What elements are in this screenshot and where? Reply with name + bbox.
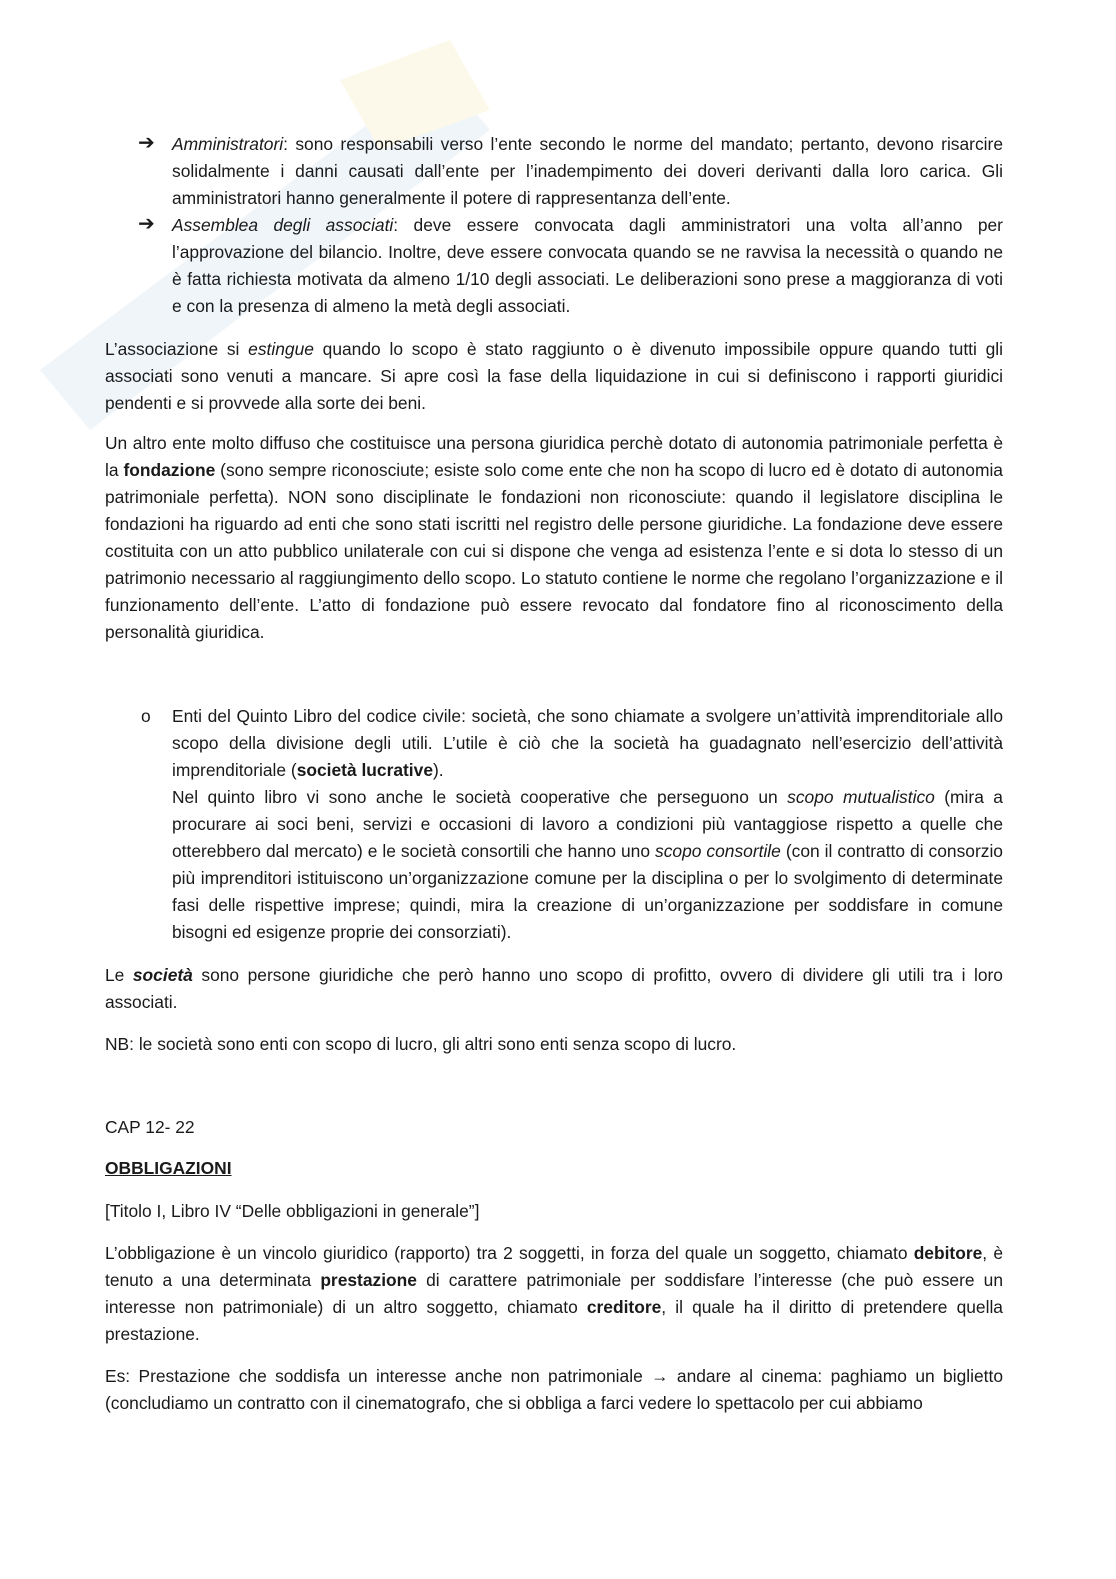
text-run: ). bbox=[433, 760, 444, 780]
text-run: Es: Prestazione che soddisfa un interesse anche non patrimoniale bbox=[105, 1366, 652, 1386]
paragraph-estinzione bbox=[105, 336, 1003, 417]
arrow-right-icon: → bbox=[651, 1366, 669, 1386]
text-run: andare al cinema: paghiamo un biglietto (concludiamo un contratto con il cinematografo, che si obbliga a farci vedere lo spettacolo per cui abbiamo bbox=[105, 1366, 1003, 1413]
text-run: di carattere patrimoniale per soddisfare l’interesse (che può essere un interesse non patrimoniale) di un altro soggetto, chiamato bbox=[105, 1270, 1003, 1317]
text-run: (mira a procurare ai soci beni, servizi e occasioni di lavoro a condizioni più vantaggiose rispetto a quelle che otterebbero dal mercato) e le società consortili che hanno uno bbox=[172, 787, 1003, 861]
bullet-term: Assemblea degli associati bbox=[172, 215, 394, 235]
bullet-line bbox=[172, 784, 1003, 946]
text-bold: debitore bbox=[913, 1243, 983, 1263]
text-run: sono persone giuridiche che però hanno uno scopo di profitto, ovvero di dividere gli utili tra i loro associati. bbox=[105, 965, 1003, 1012]
paragraph-esempio bbox=[105, 1363, 1003, 1417]
text-bold: prestazione bbox=[320, 1270, 417, 1290]
bullet-line bbox=[172, 703, 1003, 784]
circle-bullet-icon: o bbox=[141, 706, 151, 726]
text-run: Le bbox=[105, 965, 133, 985]
text-italic: estingue bbox=[248, 339, 314, 359]
section-title bbox=[105, 1155, 1003, 1182]
bullet-assemblea bbox=[172, 212, 1003, 320]
arrow-bullet-icon: ➔ bbox=[138, 132, 155, 154]
bullet-text: : sono responsabili verso l’ente secondo le norme del mandato; pertanto, devono risarcire solidalmente i danni causati dall’ente per l’inadempimento dei doveri derivanti dalla loro carica. Gli amministratori hanno generalmente il potere di rappresentanza dell’ente. bbox=[172, 134, 1003, 208]
text-run: (sono sempre riconosciute; esiste solo come ente che non ha scopo di lucro ed è dotato di autonomia patrimoniale perfetta). NON sono disciplinate le fondazioni non riconosciute: quando il legislatore disciplina le fondazioni ha riguardo ad enti che sono stati iscritti nel registro delle persone giuridiche. La fondazione deve essere costituita con un atto pubblico unilaterale con cui si dispone che venga ad esistenza l’ente e si dota lo stesso di un patrimonio necessario al raggiungimento dello scopo. Lo statuto contiene le norme che regolano l’organizzazione e il funzionamento dell’ente. L’atto di fondazione può essere revocato dal fondatore fino al riconoscimento della personalità giuridica. bbox=[105, 460, 1003, 642]
arrow-bullet-icon: ➔ bbox=[138, 213, 155, 235]
bullet-amministratori bbox=[172, 131, 1003, 212]
text-run: L’obbligazione è un vincolo giuridico (rapporto) tra 2 soggetti, in forza del quale un soggetto, chiamato bbox=[105, 1243, 914, 1263]
bullet-quinto-libro bbox=[172, 703, 1003, 946]
text-run: , il quale ha il diritto di pretendere quella prestazione. bbox=[105, 1297, 1003, 1344]
paragraph-nb: NB: le società sono enti con scopo di lucro, gli altri sono enti senza scopo di lucro. bbox=[105, 1034, 737, 1054]
text-run: quando lo scopo è stato raggiunto o è divenuto impossibile oppure quando tutti gli associati sono venuti a mancare. Si apre così la fase della liquidazione in cui si definiscono i rapporti giuridici pendenti e si provvede alla sorte dei beni. bbox=[105, 339, 1003, 413]
paragraph-societa bbox=[105, 962, 1003, 1016]
bullet-term: Amministratori bbox=[172, 134, 284, 154]
text-bold: società lucrative bbox=[296, 760, 433, 780]
bullet-text: : deve essere convocata dagli amministratori una volta all’anno per l’approvazione del bilancio. Inoltre, deve essere convocata quando se ne ravvisa la necessità o quando ne è fatta richiesta motivata da almeno 1/10 degli associati. Le deliberazioni sono prese a maggioranza di voti e con la presenza di almeno la metà degli associati. bbox=[172, 215, 1003, 316]
text-run: (con il contratto di consorzio più imprenditori istituiscono un’organizzazione comune per la disciplina o per lo svolgimento di determinate fasi delle rispettive imprese; quindi, mira la creazione di un’organizzazione per soddisfare in comune bisogni ed esigenze proprie dei consorziati). bbox=[172, 841, 1003, 942]
text-bold: creditore bbox=[586, 1297, 662, 1317]
text-run: Nel quinto libro vi sono anche le società cooperative che perseguono un bbox=[172, 787, 788, 807]
section-title-text: OBBLIGAZIONI bbox=[105, 1158, 232, 1178]
titolo-reference: [Titolo I, Libro IV “Delle obbligazioni in generale”] bbox=[105, 1201, 480, 1221]
text-run: Un altro ente molto diffuso che costituisce una persona giuridica perchè dotato di autonomia patrimoniale perfetta è la bbox=[105, 433, 1003, 480]
text-italic: scopo mutualistico bbox=[787, 787, 935, 807]
text-run: , è tenuto a una determinata bbox=[105, 1243, 1003, 1290]
paragraph-fondazione bbox=[105, 430, 1003, 646]
text-run: L’associazione si bbox=[105, 339, 249, 359]
paragraph-obbligazione bbox=[105, 1240, 1003, 1348]
text-italic: scopo consortile bbox=[655, 841, 781, 861]
chapter-label: CAP 12- 22 bbox=[105, 1117, 195, 1137]
text-bold-italic: società bbox=[132, 965, 193, 985]
text-run: Enti del Quinto Libro del codice civile: società, che sono chiamate a svolgere un’attività imprenditoriale allo scopo della divisione degli utili. L’utile è ciò che la società ha guadagnato nell’esercizio dell’attività imprenditoriale ( bbox=[172, 706, 1003, 780]
text-bold: fondazione bbox=[123, 460, 216, 480]
